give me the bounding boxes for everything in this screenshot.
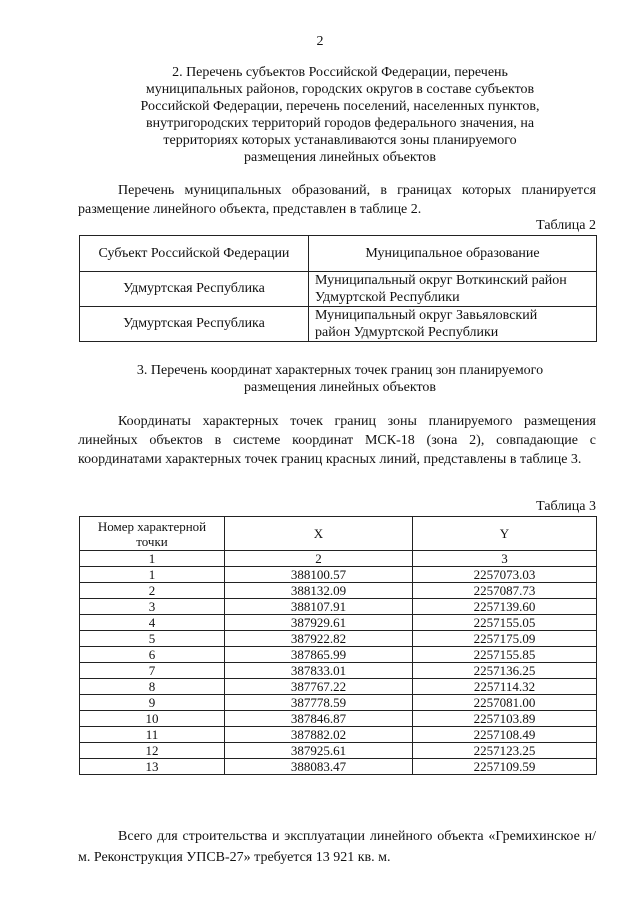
heading-line: 2. Перечень субъектов Российской Федерации, перечень (172, 65, 508, 80)
section3-heading (70, 362, 610, 396)
section2-heading (70, 64, 610, 166)
section3-paragraph (78, 412, 596, 469)
y-value: 2257114.32 (413, 679, 597, 695)
total-text: Всего для строительства и эксплуатации линейного объекта «Гремихинское н/м. Реконструкция УПСВ-27» требуется 13 921 кв. м. (78, 829, 596, 865)
point-number: 3 (80, 599, 225, 615)
table-header: Муниципальное образование (309, 236, 597, 272)
y-value: 2257175.09 (413, 631, 597, 647)
paragraph-text: Координаты характерных точек границ зоны планируемого размещения линейных объектов в системе координат МСК-18 (зона 2), совпадающие с координатами характерных точек границ красных линий, представлены в таблице 3. (78, 414, 596, 467)
point-number: 9 (80, 695, 225, 711)
subject-cell: Удмуртская Республика (80, 307, 309, 342)
total-area-paragraph (78, 826, 596, 868)
heading-line: размещения линейных объектов (243, 380, 436, 395)
point-number: 7 (80, 663, 225, 679)
x-value: 387925.61 (225, 743, 413, 759)
x-value: 388100.57 (225, 567, 413, 583)
x-value: 387929.61 (225, 615, 413, 631)
table-row (80, 567, 597, 583)
table-row (80, 727, 597, 743)
coordinates-table (79, 516, 597, 775)
heading-line: муниципальных районов, городских округов в составе субъектов (145, 82, 535, 97)
x-value: 388083.47 (225, 759, 413, 775)
municipalities-table (79, 235, 597, 342)
table-row (80, 631, 597, 647)
y-value: 2257123.25 (413, 743, 597, 759)
x-value: 387922.82 (225, 631, 413, 647)
y-value: 2257081.00 (413, 695, 597, 711)
y-value: 2257136.25 (413, 663, 597, 679)
heading-line: размещения линейных объектов (243, 150, 436, 165)
table-row (80, 663, 597, 679)
heading-line: Российской Федерации, перечень поселений, населенных пунктов, (140, 99, 540, 114)
x-value: 388132.09 (225, 583, 413, 599)
point-number: 12 (80, 743, 225, 759)
table-row (80, 599, 597, 615)
point-number: 6 (80, 647, 225, 663)
table-row (80, 695, 597, 711)
subject-cell: Удмуртская Республика (80, 272, 309, 307)
y-value: 2257108.49 (413, 727, 597, 743)
section2-paragraph (78, 181, 596, 219)
table2-caption: Таблица 2 (536, 218, 596, 233)
paragraph-text: Перечень муниципальных образований, в границах которых планируется размещение линейного объекта, представлен в таблице 2. (78, 183, 596, 217)
point-number: 8 (80, 679, 225, 695)
header-line: Номер характерной (97, 518, 207, 534)
point-number: 4 (80, 615, 225, 631)
table3-caption: Таблица 3 (536, 499, 596, 514)
table-row (80, 743, 597, 759)
table-row (80, 759, 597, 775)
y-value: 2257139.60 (413, 599, 597, 615)
point-number: 10 (80, 711, 225, 727)
table-row (80, 711, 597, 727)
point-number: 13 (80, 759, 225, 775)
table-header: Субъект Российской Федерации (80, 236, 309, 272)
table-row (80, 679, 597, 695)
x-value: 387778.59 (225, 695, 413, 711)
x-value: 387767.22 (225, 679, 413, 695)
municipality-line: Муниципальный округ Завьяловский (315, 308, 538, 323)
x-value: 387846.87 (225, 711, 413, 727)
column-number: 3 (413, 551, 597, 567)
y-value: 2257109.59 (413, 759, 597, 775)
point-number: 1 (80, 567, 225, 583)
table-row (80, 647, 597, 663)
y-value: 2257087.73 (413, 583, 597, 599)
table-row (80, 583, 597, 599)
y-value: 2257073.03 (413, 567, 597, 583)
column-number-row (80, 551, 597, 567)
x-value: 387882.02 (225, 727, 413, 743)
heading-line: 3. Перечень координат характерных точек границ зон планируемого (136, 363, 544, 378)
table-row (80, 307, 597, 342)
page-number: 2 (316, 34, 324, 49)
y-value: 2257155.05 (413, 615, 597, 631)
x-value: 387865.99 (225, 647, 413, 663)
heading-line: внутригородских территорий городов федерального значения, на (145, 116, 535, 131)
heading-line: территориях которых устанавливаются зоны планируемого (163, 133, 517, 148)
y-header: Y (413, 517, 597, 551)
point-number: 5 (80, 631, 225, 647)
municipality-cell (309, 307, 597, 342)
column-number: 2 (225, 551, 413, 567)
x-value: 388107.91 (225, 599, 413, 615)
table-row (80, 615, 597, 631)
point-number: 2 (80, 583, 225, 599)
header-line: точки (136, 533, 168, 549)
table-row (80, 272, 597, 307)
municipality-cell (309, 272, 597, 307)
point-number-header (80, 517, 225, 551)
y-value: 2257155.85 (413, 647, 597, 663)
y-value: 2257103.89 (413, 711, 597, 727)
municipality-line: Удмуртской Республики (315, 290, 460, 305)
column-number: 1 (80, 551, 225, 567)
x-header: X (225, 517, 413, 551)
municipality-line: Муниципальный округ Воткинский район (315, 273, 567, 288)
point-number: 11 (80, 727, 225, 743)
x-value: 387833.01 (225, 663, 413, 679)
municipality-line: район Удмуртской Республики (315, 325, 499, 340)
